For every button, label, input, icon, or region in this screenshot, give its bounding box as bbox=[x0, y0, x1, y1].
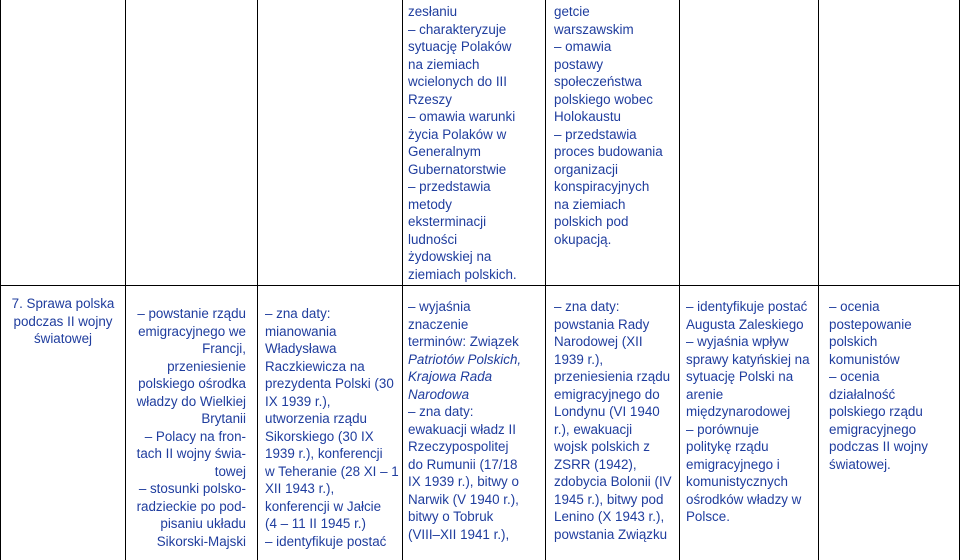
requirement-line: Generalnym bbox=[408, 144, 481, 159]
requirement-line: – zna daty: bbox=[265, 306, 331, 321]
requirement-line: – omawia bbox=[554, 39, 612, 54]
requirement-line: postepowanie bbox=[829, 316, 912, 332]
requirement-line: Polsce. bbox=[686, 509, 730, 524]
requirements-full-cell bbox=[686, 298, 817, 526]
requirement-line: arenie bbox=[686, 386, 724, 402]
requirement-line: polskich bbox=[829, 334, 878, 349]
requirement-line: warszawskim bbox=[554, 21, 634, 37]
requirement-line: ZSRR (1942), bbox=[554, 456, 637, 472]
content-cell bbox=[127, 305, 246, 550]
content-line: władzy do Wielkiej bbox=[136, 393, 246, 409]
requirement-line: Raczkiewicza na bbox=[265, 358, 365, 374]
row-divider bbox=[0, 285, 960, 286]
requirement-line: w Teheranie (28 XI – 1 bbox=[265, 463, 399, 479]
requirement-line: działalność bbox=[829, 386, 896, 402]
requirement-line: międzynarodowej bbox=[686, 404, 791, 419]
content-line: Francji, bbox=[202, 341, 246, 356]
requirement-line: r.), ewakuacji bbox=[554, 421, 633, 437]
requirement-line: utworzenia rządu bbox=[265, 411, 367, 426]
requirement-line: – identyfikuje postać bbox=[686, 299, 808, 314]
column-divider bbox=[125, 0, 126, 560]
requirement-line: polskiego wobec bbox=[554, 91, 654, 107]
requirement-line: do Rumunii (17/18 bbox=[408, 456, 518, 472]
content-line: towej bbox=[214, 463, 246, 479]
requirement-line: społeczeństwa bbox=[554, 74, 642, 89]
requirement-line: wcielonych do III bbox=[408, 74, 507, 89]
requirement-line: Lenino (X 1943 r.), bbox=[554, 509, 665, 524]
content-line: – Polacy na fron- bbox=[144, 428, 246, 444]
column-divider bbox=[402, 0, 403, 560]
content-line: polskiego ośrodka bbox=[138, 376, 246, 391]
requirement-line: życia Polaków w bbox=[408, 126, 507, 142]
content-line: Brytanii bbox=[201, 411, 246, 426]
requirement-line: 1939 r.), bbox=[554, 351, 604, 367]
requirement-line: powstania Związku bbox=[554, 526, 668, 542]
requirement-line: mianowania bbox=[265, 323, 337, 339]
requirement-line: – przedstawia bbox=[554, 126, 637, 142]
requirement-line: getcie bbox=[554, 4, 590, 19]
requirement-line: Sikorskiego (30 IX bbox=[265, 428, 374, 444]
requirement-line: komunistów bbox=[829, 351, 900, 367]
requirement-line: 1939 r.), konferencji bbox=[265, 446, 383, 461]
requirement-line: zdobycia Bolonii (IV bbox=[554, 474, 672, 489]
topic-line: podczas II wojny bbox=[13, 313, 113, 329]
table-border-left bbox=[0, 0, 1, 560]
requirement-line: politykę rządu bbox=[686, 439, 769, 454]
content-line: – powstanie rządu bbox=[137, 306, 246, 321]
requirement-line: Narodowej (XII bbox=[554, 334, 643, 349]
requirement-line: 1945 r.), bitwy pod bbox=[554, 491, 664, 507]
requirement-line: Augusta Zaleskiego bbox=[686, 316, 804, 332]
requirement-line: – charakteryzuje bbox=[408, 21, 507, 37]
column-divider bbox=[818, 0, 819, 560]
column-divider bbox=[257, 0, 258, 560]
requirement-line: organizacji bbox=[554, 161, 619, 177]
requirement-line: polskiego rządu bbox=[829, 404, 923, 419]
requirement-line: na ziemiach bbox=[408, 56, 480, 72]
requirement-line: – zna daty: bbox=[408, 404, 474, 419]
requirement-line: okupacją. bbox=[554, 231, 612, 247]
requirement-line: – przedstawia bbox=[408, 179, 491, 194]
requirement-line: sytuację Polski na bbox=[686, 369, 794, 384]
requirement-line: prezydenta Polski (30 bbox=[265, 376, 394, 391]
content-line: tach II wojny świa- bbox=[136, 446, 246, 461]
requirement-line: konferencji w Jałcie bbox=[265, 498, 382, 514]
term-line: Narodowa bbox=[408, 386, 470, 402]
requirement-line: ludności bbox=[408, 231, 458, 247]
requirement-line: zesłaniu bbox=[408, 4, 458, 19]
content-line: radzieckie po pod- bbox=[136, 498, 246, 514]
requirement-line: – wyjaśnia wpływ bbox=[686, 334, 789, 349]
requirement-line: Rzeszy bbox=[408, 91, 452, 107]
content-line: – stosunki polsko- bbox=[138, 481, 246, 496]
requirement-line: – ocenia bbox=[829, 369, 880, 384]
requirement-line: postawy bbox=[554, 56, 604, 72]
requirement-line: polskich pod bbox=[554, 214, 629, 229]
requirement-line: emigracyjnego i bbox=[686, 456, 780, 472]
requirement-line: podczas II wojny bbox=[829, 439, 928, 454]
content-line: Sikorski-Majski bbox=[156, 533, 246, 549]
requirement-line: Gubernatorstwie bbox=[408, 161, 507, 177]
column-divider bbox=[545, 0, 546, 560]
requirement-line: eksterminacji bbox=[408, 214, 487, 229]
term-line: Krajowa Rada bbox=[408, 369, 493, 384]
requirement-line: Londynu (VI 1940 bbox=[554, 404, 660, 419]
requirement-line: konspiracyjnych bbox=[554, 179, 650, 194]
requirement-line: emigracyjnego do bbox=[554, 386, 660, 402]
requirement-line: światowej. bbox=[829, 456, 891, 472]
requirement-line: – porównuje bbox=[686, 421, 759, 437]
requirement-line: komunistycznych bbox=[686, 474, 788, 489]
requirement-line: przeniesienia rządu bbox=[554, 369, 671, 384]
requirement-line: proces budowania bbox=[554, 144, 663, 159]
topic-line: światowej bbox=[33, 331, 93, 346]
requirements-excellent-cell bbox=[829, 298, 957, 473]
content-line: pisaniu układu bbox=[160, 516, 246, 531]
requirement-line: bitwy o Tobruk bbox=[408, 509, 494, 524]
requirement-line: XII 1943 r.), bbox=[265, 481, 335, 496]
requirements-extended-prev-cell bbox=[408, 3, 544, 283]
requirement-line: sprawy katyńskiej na bbox=[686, 351, 810, 367]
requirement-line: (4 – 11 II 1945 r.) bbox=[265, 516, 366, 531]
requirement-line: na ziemiach bbox=[554, 196, 626, 212]
requirements-extended-cell bbox=[408, 298, 544, 543]
term-line: Patriotów Polskich, bbox=[408, 351, 522, 367]
requirement-line: metody bbox=[408, 196, 452, 212]
requirement-line: – omawia warunki bbox=[408, 109, 516, 124]
requirement-line: (VIII–XII 1941 r.), bbox=[408, 526, 510, 542]
requirement-line: – zna daty: bbox=[554, 299, 620, 314]
requirement-line: IX 1939 r.), bitwy o bbox=[408, 474, 519, 489]
requirement-line: Holokaustu bbox=[554, 109, 621, 124]
column-divider bbox=[679, 0, 680, 560]
requirements-advanced-prev-cell bbox=[554, 3, 678, 248]
requirement-line: emigracyjnego bbox=[829, 421, 917, 437]
requirement-line: terminów: Związek bbox=[408, 334, 519, 349]
requirement-line: ewakuacji władz II bbox=[408, 421, 516, 437]
content-line: emigracyjnego we bbox=[138, 323, 246, 339]
requirement-line: ośrodków władzy w bbox=[686, 491, 802, 507]
requirement-line: znaczenie bbox=[408, 316, 469, 332]
requirement-line: wojsk polskich z bbox=[554, 439, 650, 454]
topic-line: 7. Sprawa polska bbox=[11, 296, 115, 311]
requirements-advanced-cell bbox=[554, 298, 678, 543]
requirement-line: sytuację Polaków bbox=[408, 39, 512, 54]
requirement-line: ziemiach polskich. bbox=[408, 266, 517, 282]
requirement-line: Narwik (V 1940 r.), bbox=[408, 491, 519, 507]
requirement-line: IX 1939 r.), bbox=[265, 393, 331, 409]
content-line: przeniesienie bbox=[167, 358, 246, 374]
requirement-line: – wyjaśnia bbox=[408, 299, 471, 314]
requirement-line: Władysława bbox=[265, 341, 337, 356]
requirements-basic-cell bbox=[265, 305, 401, 550]
requirement-line: żydowskiej na bbox=[408, 249, 492, 264]
requirement-line: Rzeczypospolitej bbox=[408, 439, 509, 454]
requirement-line: – ocenia bbox=[829, 299, 880, 314]
requirement-line: – identyfikuje postać bbox=[265, 533, 387, 549]
topic-cell bbox=[2, 295, 124, 348]
requirement-line: powstania Rady bbox=[554, 316, 650, 332]
